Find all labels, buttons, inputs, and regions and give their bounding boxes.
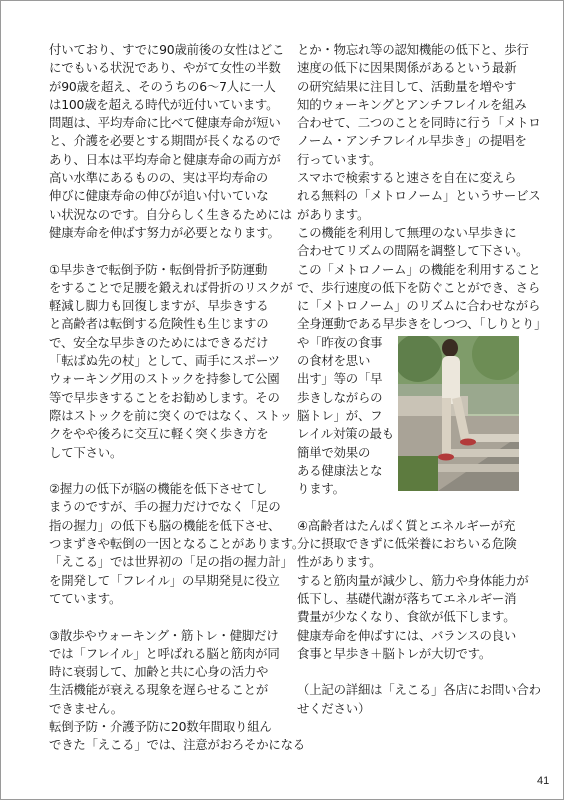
text-line: できた「えこる」では、注意がおろそかになる (49, 737, 306, 753)
text-line: 健康寿命を伸ばす努力が必要となります。 (49, 224, 280, 240)
text-line: 低下し、基礎代謝が落ちてエネルギー消 (297, 590, 517, 606)
text-line: に「メトロノーム」のリズムに合わせながら (297, 298, 541, 314)
text-line: つまずきや転倒の一因となることがあります。 (49, 536, 305, 552)
text-line: クをやや後ろに交互に軽く突く歩き方を (49, 426, 269, 442)
text-line: 指の握力」の低下も脳の機能を低下させ、 (49, 517, 281, 533)
text-line: 等で早歩きすることをお勧めします。その (49, 389, 280, 405)
text-line: 「えこる」では世界初の「足の指の握力計」 (49, 554, 293, 570)
text-line: 合わせて、二つのことを同時に行う「メトロ (297, 115, 541, 131)
text-wrap-block (297, 334, 519, 499)
text-line: で、安全な早歩きのためにはできるだけ (49, 334, 269, 350)
text-line: この機能を利用して無理のない早歩きに (297, 224, 517, 240)
text-line: この「メトロノーム」の機能を利用すること (297, 261, 541, 277)
text-line: すると筋肉量が減少し、筋力や身体能力が (297, 572, 529, 588)
text-line: せください） (297, 700, 371, 716)
right-column-bottom-text (297, 498, 541, 718)
text-line: （上記の詳細は「えこる」各店にお問い合わ (297, 682, 541, 698)
text-line: があります。 (297, 206, 370, 222)
text-line: して下さい。 (49, 444, 123, 460)
right-column-top-text (297, 41, 547, 334)
paragraph-gap (49, 242, 272, 260)
text-line: 伸びに健康寿命の伸びが追い付いていな (49, 188, 269, 204)
left-column (49, 41, 306, 755)
text-line: と、介護を必要とする期間が長くなるので (49, 133, 281, 149)
text-line: ④高齢者はたんぱく質とエネルギーが充 (297, 517, 516, 533)
text-line: できません。 (49, 700, 123, 716)
text-line: は100歳を超える時代が近付いています。 (49, 96, 279, 112)
text-line: れる無料の「メトロノーム」というサービス (297, 188, 541, 204)
text-line: 生活機能が衰える現象を遅らせることが (49, 682, 269, 698)
text-line: 脳トレ」が、フ (297, 407, 383, 423)
text-line: 問題は、平均寿命に比べて健康寿命が短い (49, 115, 281, 131)
text-line: ある健康法とな (297, 462, 383, 478)
text-line: 行っています。 (297, 151, 382, 167)
text-line: てています。 (49, 590, 122, 606)
text-line: ウォーキング用のストックを持参して公園 (49, 371, 280, 387)
text-line: 分に摂取できずに低栄養におちいる危険 (297, 536, 517, 552)
paragraph-gap (49, 608, 272, 626)
text-line: ③散歩やウォーキング・筋トレ・健脚だけ (49, 627, 279, 643)
text-line: や「昨夜の食事 (297, 334, 383, 350)
text-line: 際はストックを前に突くのではなく、ストッ (49, 407, 292, 423)
page-number: 41 (537, 775, 550, 787)
text-line: の食材を思い (297, 353, 371, 369)
text-line: 合わせてリズムの間隔を調整して下さい。 (297, 243, 529, 259)
text-line: 時に衰弱して、加齢と共に心身の活力や (49, 664, 269, 680)
text-line: ノーム・アンチフレイル早歩き」の提唱を (297, 133, 527, 149)
paragraph-gap (297, 498, 519, 516)
paragraph-gap (49, 462, 272, 480)
text-line: 転倒予防・介護予防に20数年間取り組ん (49, 718, 272, 734)
text-line: 食事と早歩き＋脳トレが大切です。 (297, 645, 492, 661)
paragraph-gap (297, 663, 519, 681)
text-line: 速度の低下に因果関係があるという最新 (297, 60, 517, 76)
text-line: と高齢者は転倒する危険性も生じますの (49, 316, 269, 332)
text-line: 全身運動である早歩きをしつつ、「しりとり」 (297, 316, 547, 332)
text-line: 簡単で効果の (297, 444, 371, 460)
text-line: 性があります。 (297, 554, 382, 570)
text-line: レイル対策の最も (297, 426, 394, 442)
text-line: スマホで検索すると速さを自在に変えら (297, 170, 517, 186)
text-line: 費量が少なくなり、食欲が低下します。 (297, 609, 516, 625)
text-line: をすることで足腰を鍛えれば骨折のリスクが (49, 279, 293, 295)
text-line: い状況なのです。自分らしく生きるためには (49, 206, 292, 222)
text-line: 「転ばぬ先の杖」として、両手にスポーツ (49, 353, 280, 369)
text-line: まうのですが、手の握力だけでなく「足の (49, 499, 281, 515)
text-line: 出す」等の「早 (297, 371, 383, 387)
text-line: で、歩行速度の低下を防ぐことができ、さら (297, 279, 541, 295)
text-line: あり、日本は平均寿命と健康寿命の両方が (49, 151, 281, 167)
text-line: 軽減し脚力も回復しますが、早歩きする (49, 298, 269, 314)
text-line: 歩きしながらの (297, 389, 383, 405)
text-line: ①早歩きで転倒予防・転倒骨折予防運動 (49, 261, 268, 277)
right-column (297, 41, 547, 718)
text-line: 付いており、すでに90歳前後の女性はどこ (49, 42, 285, 57)
text-line: ②握力の低下が脳の機能を低下させてし (49, 481, 268, 497)
text-line: 知的ウォーキングとアンチフレイルを組み (297, 96, 527, 112)
text-line: とか・物忘れ等の認知機能の低下と、歩行 (297, 42, 529, 57)
text-line: を開発して「フレイル」の早期発見に役立 (49, 572, 280, 588)
text-line: にでもいる状況であり、やがて女性の半数 (49, 60, 281, 76)
text-line: 健康寿命を伸ばすには、バランスの良い (297, 627, 517, 643)
text-line: 高い水準にあるものの、実は平均寿命の (49, 170, 268, 186)
text-line: では「フレイル」と呼ばれる脳と筋肉が同 (49, 645, 280, 661)
text-line: が90歳を超え、そのうちの6〜7人に一人 (49, 78, 276, 94)
text-line: の研究結果に注目して、活動量を増やす (297, 78, 517, 94)
text-line: ります。 (297, 481, 345, 497)
stairs-walking-photo (398, 336, 519, 491)
